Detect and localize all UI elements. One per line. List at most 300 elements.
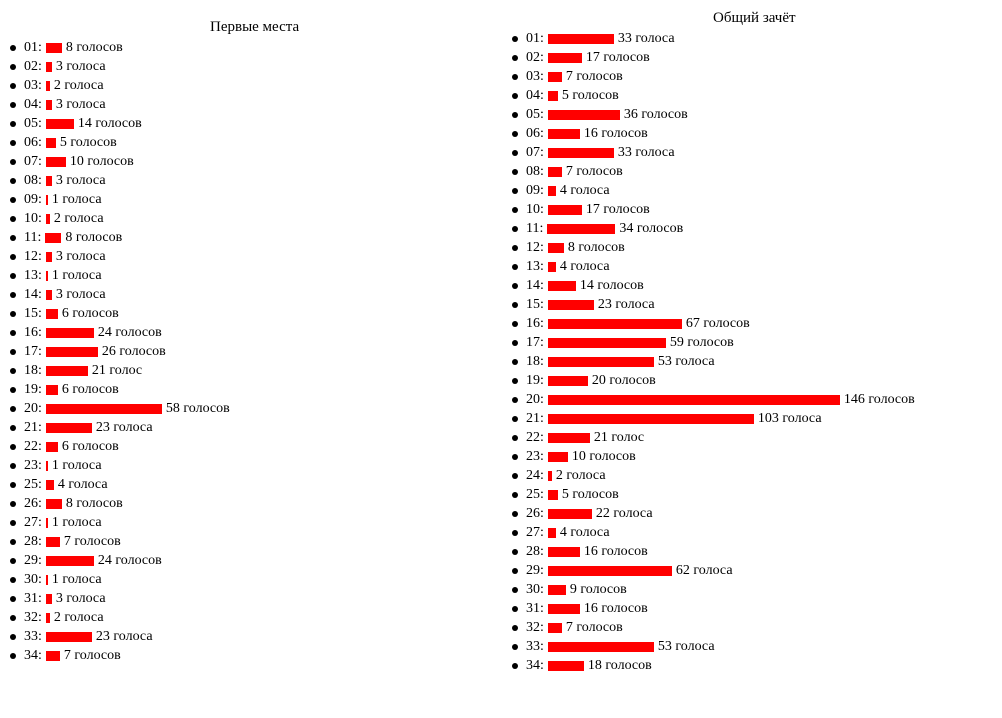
category-label: 27: <box>526 524 544 540</box>
bar <box>548 91 558 101</box>
category-label: 08: <box>24 172 42 188</box>
bar-row <box>8 456 230 475</box>
bullet-icon <box>512 169 518 175</box>
bullet-icon <box>10 330 16 336</box>
bar-row <box>510 238 915 257</box>
bar <box>46 442 58 452</box>
value-label: 3 голоса <box>55 58 106 74</box>
bar <box>548 395 840 405</box>
bullet-icon <box>10 140 16 146</box>
category-label: 05: <box>24 115 42 131</box>
bar-row <box>8 133 230 152</box>
value-label: 21 голос <box>91 362 143 378</box>
bar-row <box>8 418 230 437</box>
bullet-icon <box>512 36 518 42</box>
category-label: 26: <box>24 495 42 511</box>
value-label: 1 голоса <box>51 267 102 283</box>
value-label: 7 голосов <box>565 619 623 635</box>
bar-row <box>510 352 915 371</box>
value-label: 53 голоса <box>657 638 715 654</box>
bullet-icon <box>512 530 518 536</box>
bullet-icon <box>512 207 518 213</box>
category-label: 12: <box>526 239 544 255</box>
value-label: 21 голос <box>593 429 645 445</box>
value-label: 59 голосов <box>669 334 734 350</box>
value-label: 22 голоса <box>595 505 653 521</box>
bullet-icon <box>512 340 518 346</box>
category-label: 10: <box>526 201 544 217</box>
value-label: 4 голоса <box>559 258 610 274</box>
bullet-icon <box>10 178 16 184</box>
bullet-icon <box>10 64 16 70</box>
bullet-icon <box>10 235 16 241</box>
bullet-icon <box>10 121 16 127</box>
value-label: 4 голоса <box>559 524 610 540</box>
bar <box>548 528 556 538</box>
bar <box>548 205 582 215</box>
value-label: 3 голоса <box>55 96 106 112</box>
bar <box>46 594 52 604</box>
bar <box>548 319 682 329</box>
bullet-icon <box>10 254 16 260</box>
value-label: 6 голосов <box>61 381 119 397</box>
bullet-icon <box>10 501 16 507</box>
bullet-icon <box>512 568 518 574</box>
bar-row <box>8 114 230 133</box>
bar <box>46 176 52 186</box>
value-label: 36 голосов <box>623 106 688 122</box>
bullet-icon <box>512 283 518 289</box>
category-label: 21: <box>24 419 42 435</box>
category-label: 31: <box>24 590 42 606</box>
bar <box>548 471 552 481</box>
value-label: 9 голосов <box>569 581 627 597</box>
bullet-icon <box>10 311 16 317</box>
value-label: 23 голоса <box>95 419 153 435</box>
value-label: 14 голосов <box>77 115 142 131</box>
bar <box>548 604 580 614</box>
bar-row <box>510 295 915 314</box>
bullet-icon <box>512 644 518 650</box>
bar <box>45 233 61 243</box>
value-label: 23 голоса <box>597 296 655 312</box>
bar <box>548 148 614 158</box>
value-label: 23 голоса <box>95 628 153 644</box>
bullet-icon <box>10 482 16 488</box>
bar <box>46 556 94 566</box>
category-label: 13: <box>526 258 544 274</box>
bar-row <box>8 95 230 114</box>
bar-row <box>8 608 230 627</box>
bar-row <box>510 390 915 409</box>
bar <box>548 452 568 462</box>
bar-row <box>510 447 915 466</box>
bar-row <box>510 276 915 295</box>
bullet-icon <box>512 549 518 555</box>
bar-row <box>8 57 230 76</box>
bar <box>548 110 620 120</box>
bar-row <box>8 361 230 380</box>
bar <box>46 632 92 642</box>
category-label: 21: <box>526 410 544 426</box>
bar <box>46 43 62 53</box>
bar-row <box>8 532 230 551</box>
bullet-icon <box>512 112 518 118</box>
bar <box>548 53 582 63</box>
value-label: 10 голосов <box>571 448 636 464</box>
bullet-icon <box>512 378 518 384</box>
bar-row <box>8 190 230 209</box>
bar <box>46 404 162 414</box>
bar <box>46 499 62 509</box>
bar <box>548 300 594 310</box>
category-label: 29: <box>24 552 42 568</box>
bullet-icon <box>10 273 16 279</box>
bar-row <box>510 48 915 67</box>
value-label: 5 голосов <box>561 486 619 502</box>
bar-row <box>510 257 915 276</box>
bar-row <box>8 551 230 570</box>
value-label: 3 голоса <box>55 248 106 264</box>
bullet-icon <box>512 150 518 156</box>
bar <box>46 366 88 376</box>
bullet-icon <box>10 577 16 583</box>
category-label: 01: <box>526 30 544 46</box>
value-label: 6 голосов <box>61 438 119 454</box>
bullet-icon <box>512 321 518 327</box>
category-label: 02: <box>526 49 544 65</box>
bar-row <box>510 656 915 675</box>
value-label: 16 голосов <box>583 543 648 559</box>
bar-row <box>510 333 915 352</box>
bar-row <box>8 589 230 608</box>
category-label: 02: <box>24 58 42 74</box>
bar-row <box>510 162 915 181</box>
chart-title: Первые места <box>210 19 300 35</box>
bar <box>548 490 558 500</box>
category-label: 04: <box>24 96 42 112</box>
bar <box>548 376 588 386</box>
category-label: 03: <box>526 68 544 84</box>
value-label: 8 голосов <box>65 229 123 245</box>
chart-title: Общий зачёт <box>713 10 796 26</box>
category-label: 13: <box>24 267 42 283</box>
bar-row <box>8 475 230 494</box>
bar-row <box>8 304 230 323</box>
bar-row <box>8 247 230 266</box>
value-label: 17 голосов <box>585 201 650 217</box>
bar <box>46 271 48 281</box>
value-label: 33 голоса <box>617 30 675 46</box>
bar-row <box>8 285 230 304</box>
bullet-icon <box>512 188 518 194</box>
value-label: 17 голосов <box>585 49 650 65</box>
bar-row <box>8 76 230 95</box>
bar <box>548 642 654 652</box>
bar-row <box>8 228 230 247</box>
value-label: 14 голосов <box>579 277 644 293</box>
value-label: 2 голоса <box>53 609 104 625</box>
bar-row <box>510 29 915 48</box>
category-label: 15: <box>526 296 544 312</box>
bar <box>46 651 60 661</box>
value-label: 1 голоса <box>51 571 102 587</box>
bullet-icon <box>10 292 16 298</box>
bullet-icon <box>512 55 518 61</box>
category-label: 26: <box>526 505 544 521</box>
category-label: 33: <box>24 628 42 644</box>
value-label: 1 голоса <box>51 514 102 530</box>
value-label: 1 голоса <box>51 457 102 473</box>
bar <box>548 357 654 367</box>
bar-row <box>510 523 915 542</box>
bullet-icon <box>512 302 518 308</box>
category-label: 27: <box>24 514 42 530</box>
bar-row <box>8 437 230 456</box>
bar <box>46 100 52 110</box>
value-label: 8 голосов <box>65 495 123 511</box>
bullet-icon <box>512 625 518 631</box>
value-label: 10 голосов <box>69 153 134 169</box>
category-label: 28: <box>526 543 544 559</box>
value-label: 53 голоса <box>657 353 715 369</box>
value-label: 1 голоса <box>51 191 102 207</box>
bar <box>46 537 60 547</box>
bar-row <box>510 409 915 428</box>
value-label: 18 голосов <box>587 657 652 673</box>
bullet-icon <box>10 159 16 165</box>
category-label: 32: <box>526 619 544 635</box>
bar <box>548 281 576 291</box>
bar <box>548 547 580 557</box>
bar <box>46 613 50 623</box>
category-label: 16: <box>526 315 544 331</box>
bullet-icon <box>10 197 16 203</box>
bullet-icon <box>512 454 518 460</box>
value-label: 67 голосов <box>685 315 750 331</box>
bar-row <box>510 504 915 523</box>
bar <box>548 186 556 196</box>
bullet-icon <box>512 93 518 99</box>
value-label: 33 голоса <box>617 144 675 160</box>
value-label: 16 голосов <box>583 600 648 616</box>
bar <box>46 461 48 471</box>
bar <box>548 72 562 82</box>
bar-row <box>8 342 230 361</box>
category-label: 28: <box>24 533 42 549</box>
value-label: 3 голоса <box>55 286 106 302</box>
category-label: 10: <box>24 210 42 226</box>
category-label: 09: <box>24 191 42 207</box>
category-label: 18: <box>526 353 544 369</box>
bullet-icon <box>512 74 518 80</box>
category-label: 32: <box>24 609 42 625</box>
value-label: 6 голосов <box>61 305 119 321</box>
bullet-icon <box>512 587 518 593</box>
bar <box>548 433 590 443</box>
bar <box>548 661 584 671</box>
bar <box>548 167 562 177</box>
value-label: 16 голосов <box>583 125 648 141</box>
category-label: 11: <box>24 229 42 245</box>
bar-row <box>8 494 230 513</box>
bullet-icon <box>512 492 518 498</box>
category-label: 20: <box>24 400 42 416</box>
bar <box>548 566 672 576</box>
bar-row <box>510 219 915 238</box>
value-label: 146 голосов <box>843 391 915 407</box>
category-label: 33: <box>526 638 544 654</box>
bar-row <box>510 561 915 580</box>
bar-row <box>510 200 915 219</box>
bar <box>46 480 54 490</box>
bullet-icon <box>10 463 16 469</box>
bullet-icon <box>512 511 518 517</box>
bar-row <box>8 266 230 285</box>
bar <box>46 195 48 205</box>
bar-row <box>8 399 230 418</box>
category-label: 17: <box>526 334 544 350</box>
category-label: 31: <box>526 600 544 616</box>
category-label: 14: <box>526 277 544 293</box>
category-label: 25: <box>24 476 42 492</box>
bar <box>46 328 94 338</box>
value-label: 20 голосов <box>591 372 656 388</box>
bar-row <box>8 646 230 665</box>
bar <box>46 252 52 262</box>
bar-row <box>8 152 230 171</box>
category-label: 04: <box>526 87 544 103</box>
bar-row <box>8 570 230 589</box>
bar-row <box>510 466 915 485</box>
value-label: 3 голоса <box>55 590 106 606</box>
bullet-icon <box>10 349 16 355</box>
bar <box>547 224 615 234</box>
bullet-icon <box>512 264 518 270</box>
value-label: 2 голоса <box>555 467 606 483</box>
bullet-icon <box>10 444 16 450</box>
bullet-icon <box>10 520 16 526</box>
value-label: 2 голоса <box>53 77 104 93</box>
bar <box>46 138 56 148</box>
bullet-icon <box>10 653 16 659</box>
category-label: 05: <box>526 106 544 122</box>
bar-list <box>510 29 915 675</box>
bullet-icon <box>10 615 16 621</box>
bar-row <box>510 124 915 143</box>
bar <box>46 518 48 528</box>
bar-row <box>510 428 915 447</box>
bullet-icon <box>512 245 518 251</box>
bullet-icon <box>10 83 16 89</box>
category-label: 12: <box>24 248 42 264</box>
bar-row <box>8 38 230 57</box>
value-label: 4 голоса <box>57 476 108 492</box>
category-label: 23: <box>24 457 42 473</box>
value-label: 62 голоса <box>675 562 733 578</box>
value-label: 26 голосов <box>101 343 166 359</box>
bullet-icon <box>512 226 518 232</box>
bar-row <box>510 105 915 124</box>
bullet-icon <box>10 425 16 431</box>
bar <box>46 290 52 300</box>
bar <box>46 119 74 129</box>
bar <box>46 423 92 433</box>
bar <box>548 129 580 139</box>
bar-row <box>8 513 230 532</box>
bullet-icon <box>512 663 518 669</box>
bar <box>548 585 566 595</box>
category-label: 25: <box>526 486 544 502</box>
bar <box>46 347 98 357</box>
value-label: 3 голоса <box>55 172 106 188</box>
bar <box>548 509 592 519</box>
bar <box>46 309 58 319</box>
bullet-icon <box>10 558 16 564</box>
bar-row <box>510 599 915 618</box>
bar-row <box>8 209 230 228</box>
bullet-icon <box>10 102 16 108</box>
category-label: 23: <box>526 448 544 464</box>
value-label: 7 голосов <box>565 163 623 179</box>
category-label: 20: <box>526 391 544 407</box>
bar <box>548 262 556 272</box>
bar-list <box>8 38 230 665</box>
value-label: 7 голосов <box>565 68 623 84</box>
bar-row <box>510 371 915 390</box>
bar-row <box>510 637 915 656</box>
category-label: 18: <box>24 362 42 378</box>
bullet-icon <box>10 406 16 412</box>
value-label: 8 голосов <box>567 239 625 255</box>
bar <box>46 62 52 72</box>
category-label: 01: <box>24 39 42 55</box>
category-label: 03: <box>24 77 42 93</box>
bar <box>548 414 754 424</box>
bullet-icon <box>512 416 518 422</box>
bar-row <box>510 542 915 561</box>
value-label: 24 голосов <box>97 324 162 340</box>
bar <box>46 157 66 167</box>
bar-row <box>510 618 915 637</box>
category-label: 06: <box>526 125 544 141</box>
value-label: 34 голосов <box>619 220 684 236</box>
bar-row <box>510 181 915 200</box>
bar <box>46 575 48 585</box>
bar <box>548 243 564 253</box>
bullet-icon <box>512 131 518 137</box>
bar-row <box>510 67 915 86</box>
bullet-icon <box>10 596 16 602</box>
category-label: 22: <box>526 429 544 445</box>
bar-row <box>510 143 915 162</box>
bullet-icon <box>10 368 16 374</box>
bullet-icon <box>512 606 518 612</box>
bullet-icon <box>10 539 16 545</box>
category-label: 19: <box>24 381 42 397</box>
bar-row <box>8 627 230 646</box>
bar <box>46 214 50 224</box>
bar <box>46 81 50 91</box>
category-label: 14: <box>24 286 42 302</box>
bullet-icon <box>512 435 518 441</box>
category-label: 34: <box>24 647 42 663</box>
bar <box>548 623 562 633</box>
bar-row <box>8 171 230 190</box>
bullet-icon <box>10 216 16 222</box>
category-label: 08: <box>526 163 544 179</box>
bullet-icon <box>512 473 518 479</box>
